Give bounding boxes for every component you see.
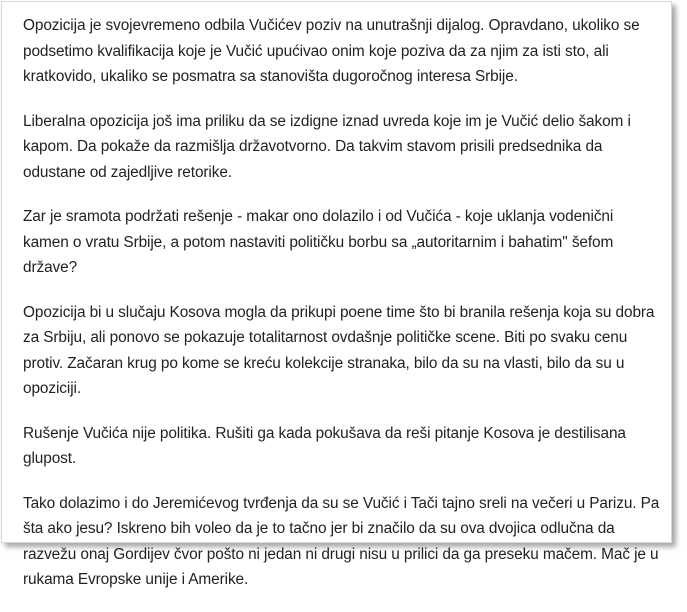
paragraph-4: Opozicija bi u slučaju Kosova mogla da prikupi poene time što bi branila rešenja koja su dobra za Srbiju, ali ponovo se pokazuje totalitarnost ovdašnje političke scene. Biti po svaku cenu protiv. Začaran krug po kome se kreću kolekcije stranaka, bilo da su na vlasti, bilo da su u opoziciji. (23, 303, 655, 397)
paragraph-6: Tako dolazimo i do Jeremićevog tvrđenja da su se Vučić i Tači tajno sreli na večeri u Parizu. Pa šta ako jesu? Iskreno bih voleo da je to tačno jer bi značilo da su ova dvojica odlučna da razvežu onaj Gordijev čvor pošto ni jedan ni drugi nisu u prilici da ga preseku mačem. Mač je u rukama Evropske unije i Amerike. (23, 494, 660, 588)
article-body (23, 13, 663, 612)
paragraph-2: Liberalna opozicija još ima priliku da se izdigne iznad uvreda koje im je Vučić delio šakom i kapom. Da pokaže da razmišlja državotvorno. Da takvim stavom prisili predsednika da odustane od zajedljive retorike. (23, 112, 631, 181)
paragraph-3: Zar je sramota podržati rešenje - makar ono dolazilo i od Vučića - koje uklanja vodenični kamen o vratu Srbije, a potom nastaviti političku borbu sa „autoritarnim i bahatim" šefom države? (23, 208, 614, 276)
paragraph-5: Rušenje Vučića nije politika. Rušiti ga kada pokušava da reši pitanje Kosova je destilisana glupost. (23, 424, 626, 467)
article-frame (1, 1, 672, 588)
paragraph-1: Opozicija je svojevremeno odbila Vučićev poziv na unutrašnji dijalog. Opravdano, ukoliko se podsetimo kvalifikacija koje je Vučić upućivao onim koje poziva da za njim za isti sto, ali kratkovido, ukaliko se posmatra sa stanovišta dugoročnog interesa Srbije. (23, 17, 640, 85)
